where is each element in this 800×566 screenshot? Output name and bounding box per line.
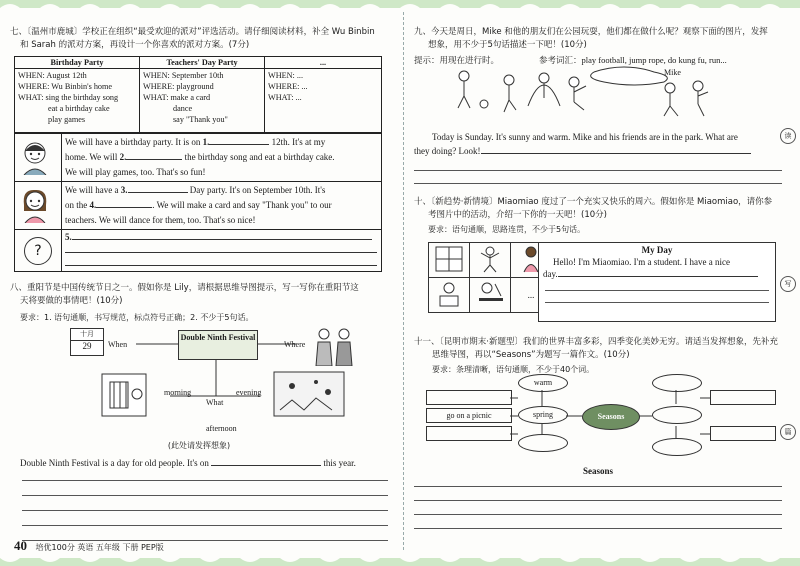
q11-writing-lines[interactable] [414, 486, 782, 529]
q9-line-0[interactable] [481, 153, 751, 154]
my-day-title: My Day [641, 245, 673, 255]
blank-5-line-2[interactable] [65, 252, 377, 253]
afternoon-label: afternoon [206, 424, 237, 433]
question-mark-icon: ? [24, 237, 52, 265]
party-plan-table [14, 56, 382, 133]
right-column [414, 10, 782, 529]
answer-block-sarah: We will have a 3. Day party. It's on September 10th. It's on the 4. . We will make a card and say "Thank you" to our teachers. We will dance for them, too. That's so nice! [62, 182, 382, 230]
q9-title-line2: 想象，用不少于5句话描述一下吧！(10分) [428, 40, 587, 50]
q11-title: 十一、〔昆明市期末·新题型〕我们的世界丰富多彩，四季变化美妙无穷。请适当发挥想象，先补充 [414, 337, 778, 347]
warm-node: warm [518, 374, 568, 392]
q8-writing-lines[interactable] [22, 480, 388, 541]
activity-cell-5 [470, 278, 511, 313]
double-ninth-mindmap [10, 326, 388, 446]
q9-title: 九、今天是周日，Mike 和他的朋友们在公园玩耍，他们都在做什么呢？观察下面的图片，发挥 [414, 27, 768, 37]
evening-label: evening [236, 388, 262, 397]
blank-2[interactable] [126, 159, 182, 160]
where-label: Where [284, 340, 306, 349]
activity-cell-2 [470, 243, 511, 278]
side-mark-1: 读 [780, 128, 796, 144]
blank-3[interactable] [128, 192, 188, 193]
page-number: 40 [14, 538, 27, 553]
double-ninth-center-node: Double Ninth Festival [178, 330, 258, 360]
boy-avatar [18, 139, 52, 175]
party-answers-table [14, 133, 382, 272]
elders-illustration [310, 326, 360, 366]
seasons-mindmap [414, 376, 782, 464]
spring-node: spring [518, 406, 568, 424]
imagine-note: (此处请发挥想象) [167, 441, 231, 450]
page-footer [14, 538, 164, 554]
girl-avatar-cell [15, 182, 62, 230]
spring-activity-box-3[interactable] [426, 426, 512, 441]
my-day-line-2: day. [543, 269, 775, 279]
q7-title: 七、〔温州市鹿城〕学校正在组织“最受欢迎的派对”评选活动。请仔细阅读材料，补全 Wu Binbin [10, 27, 375, 37]
morning-label: morning [164, 388, 192, 397]
mike-label: Mike [664, 68, 681, 77]
calendar-icon: 十月 29 [70, 328, 104, 356]
essay-title: Seasons [582, 466, 613, 476]
answer-block-wu-binbin: We will have a birthday party. It is on 1. 12th. It's at my home. We will 2. the birthday song and eat a birthday cake. We will play games, too. That's so fun! [62, 134, 382, 182]
q11-title-line2: 思维导图，再以“Seasons”为题写一篇作文。(10分) [432, 350, 630, 360]
spring-blank-node[interactable] [518, 434, 568, 452]
side-mark-3: 篇 [780, 424, 796, 440]
birthday-party-details: WHEN: August 12th WHERE: Wu Binbin's home WHAT: sing the birthday song eat a birthday cake play games [15, 69, 140, 133]
q11-requirements: 要求：条理清晰，语句通顺，不少于40个词。 [432, 365, 595, 374]
teachers-day-party-header: Teachers' Day Party [140, 57, 265, 69]
blank-5-line-1[interactable] [72, 239, 372, 240]
q9-starter: Today is Sunday. It's sunny and warm. Mike and his friends are in the park. What are they doing? Look! [414, 130, 782, 158]
left-column [10, 10, 388, 541]
boy-avatar-cell [15, 134, 62, 182]
girl-avatar [18, 187, 52, 223]
custom-party-header: ... [265, 57, 382, 69]
my-day-blank-1[interactable] [545, 290, 769, 291]
when-label: When [108, 340, 128, 349]
season-activity-box-1[interactable] [710, 390, 776, 405]
spring-activity-box-picnic: go on a picnic [426, 408, 512, 423]
seasons-center-node: Seasons [582, 404, 640, 430]
q8-starter-sentence: Double Ninth Festival is a day for old people. It's on this year. [20, 458, 356, 468]
center-divider [403, 12, 404, 550]
my-day-blank-2[interactable] [545, 302, 769, 303]
bottom-wave-border [0, 558, 800, 566]
season-node-top[interactable] [652, 374, 702, 392]
what-label: What [206, 398, 224, 407]
footer-book-info: 培优100分 英语 五年级 下册 PEP版 [35, 543, 164, 552]
q8-title-line2: 天将要做的事情吧！(10分) [20, 296, 123, 306]
answer-block-custom[interactable]: 5. [62, 230, 382, 272]
activity-cell-more: ... [511, 278, 552, 313]
read-activity-icon [434, 280, 464, 308]
my-day-blank-0[interactable] [558, 276, 758, 277]
q8-requirements: 要求：1. 语句通顺，书写规范，标点符号正确；2. 不少于5句话。 [20, 313, 254, 322]
q8-title: 八、重阳节是中国传统节日之一。假如你是 Lily，请根据思维导图提示，写一写你在重阳节这 [10, 283, 359, 293]
park-scene [414, 66, 782, 118]
miaomiao-activity-area [414, 240, 782, 324]
q10-title: 十、〔新趋势·新情境〕Miaomiao 度过了一个充实又快乐的周六。假如你是 Miaomiao，请你参 [414, 197, 773, 207]
question-avatar-cell [15, 230, 62, 272]
fireworks-illustration [272, 370, 346, 418]
my-day-box [538, 242, 776, 322]
season-node-middle[interactable] [652, 406, 702, 424]
top-wave-border [0, 0, 800, 8]
spring-activity-box-1[interactable] [426, 390, 512, 405]
side-mark-2: 写 [780, 276, 796, 292]
q10-title-line2: 考图片中的活动，介绍一下你的一天吧！(10分) [428, 210, 607, 220]
activity-cell-4 [429, 278, 470, 313]
teachers-day-details: WHEN: September 10th WHERE: playground WHAT: make a card dance say "Thank you" [140, 69, 265, 133]
study-activity-icon [475, 280, 505, 308]
cage-illustration [100, 372, 150, 418]
birthday-party-header: Birthday Party [15, 57, 140, 69]
season-node-bottom[interactable] [652, 438, 702, 456]
custom-party-details: WHEN: ... WHERE: ... WHAT: ... [265, 69, 382, 133]
q10-requirements: 要求：语句通顺，思路连贯，不少于5句话。 [428, 225, 586, 234]
activity-cell-1 [429, 243, 470, 278]
dance-activity-icon [475, 245, 505, 273]
q9-writing-lines[interactable] [414, 170, 782, 184]
my-day-line-1: Hello! I'm Miaomiao. I'm a student. I have a nice [553, 257, 730, 267]
q9-hint: 提示：用现在进行时。 参考词汇：play football, jump rope, do kung fu, run... [414, 55, 727, 66]
season-activity-box-2[interactable] [710, 426, 776, 441]
blank-4[interactable] [96, 207, 152, 208]
q7-title-line2: 和 Sarah 的派对方案，再设计一个你喜欢的派对方案。(7分) [20, 40, 250, 50]
activity-grid [428, 242, 552, 313]
blank-5-line-3[interactable] [65, 265, 377, 266]
blank-1[interactable] [209, 144, 269, 145]
window-activity-icon [434, 245, 464, 273]
festival-date-blank[interactable] [211, 465, 321, 466]
